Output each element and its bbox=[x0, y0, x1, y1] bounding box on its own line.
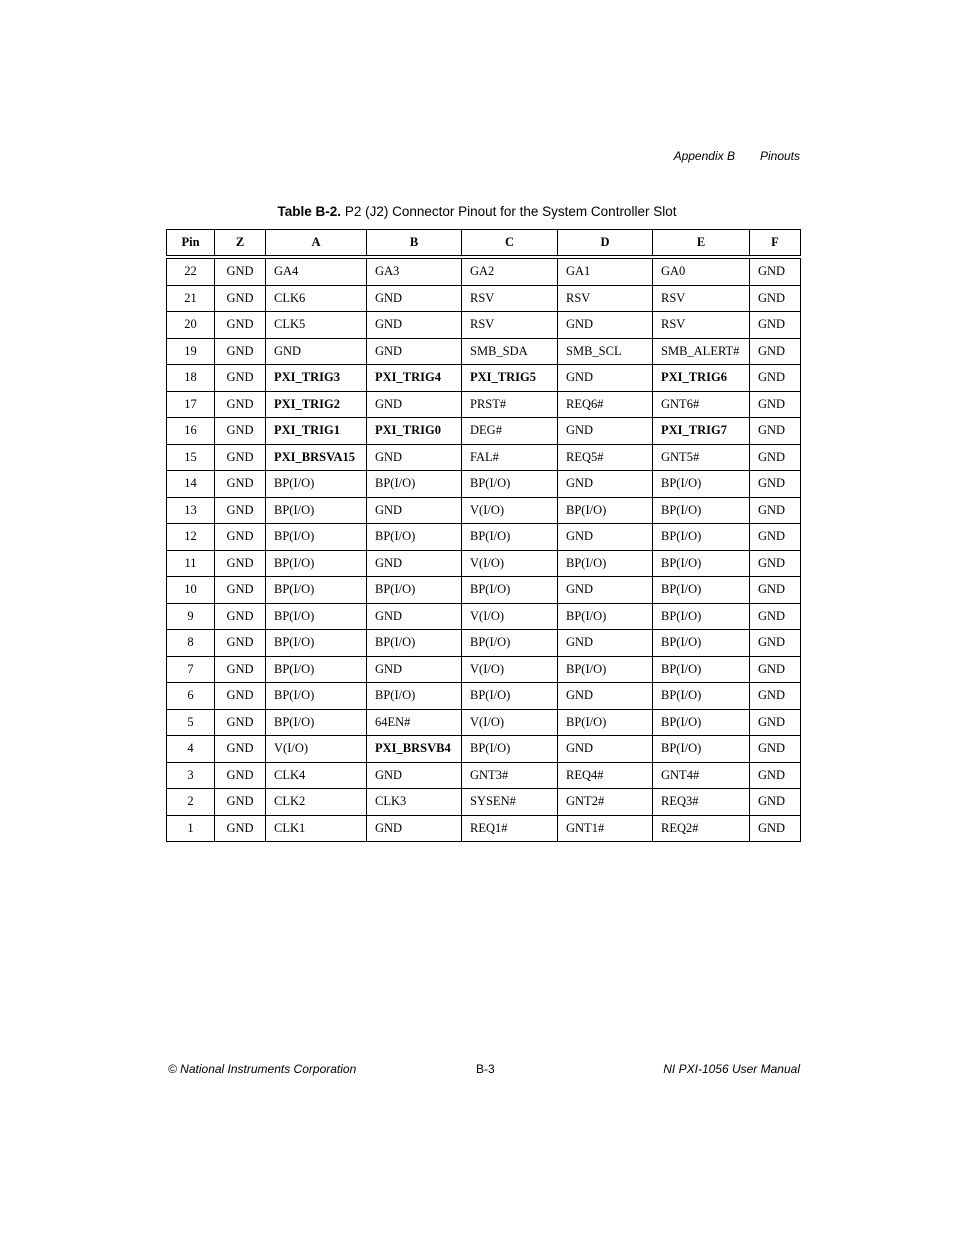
pin-number-cell: 19 bbox=[167, 338, 215, 365]
signal-cell: RSV bbox=[653, 285, 750, 312]
signal-cell: GND bbox=[215, 603, 266, 630]
signal-cell: PXI_TRIG3 bbox=[266, 365, 367, 392]
signal-cell: REQ2# bbox=[653, 815, 750, 842]
signal-cell: GND bbox=[558, 312, 653, 339]
table-row bbox=[167, 257, 801, 285]
signal-cell: GND bbox=[367, 312, 462, 339]
table-row bbox=[167, 815, 801, 842]
table-row bbox=[167, 550, 801, 577]
signal-cell: GND bbox=[558, 736, 653, 763]
footer-right: NI PXI-1056 User Manual bbox=[663, 1062, 800, 1076]
signal-cell: PXI_TRIG2 bbox=[266, 391, 367, 418]
col-header: A bbox=[266, 230, 367, 258]
pin-number-cell: 7 bbox=[167, 656, 215, 683]
signal-cell: GND bbox=[367, 444, 462, 471]
table-row bbox=[167, 471, 801, 498]
table-row bbox=[167, 789, 801, 816]
table-row bbox=[167, 418, 801, 445]
signal-cell: GND bbox=[215, 524, 266, 551]
pin-number-cell: 8 bbox=[167, 630, 215, 657]
table-row bbox=[167, 683, 801, 710]
signal-cell: GND bbox=[750, 603, 801, 630]
signal-cell: BP(I/O) bbox=[462, 524, 558, 551]
pin-number-cell: 3 bbox=[167, 762, 215, 789]
signal-cell: GND bbox=[215, 550, 266, 577]
signal-cell: GNT1# bbox=[558, 815, 653, 842]
table-row bbox=[167, 630, 801, 657]
page-footer bbox=[168, 1062, 800, 1076]
signal-cell: BP(I/O) bbox=[367, 471, 462, 498]
signal-cell: 64EN# bbox=[367, 709, 462, 736]
signal-cell: PXI_BRSVB4 bbox=[367, 736, 462, 763]
signal-cell: GND bbox=[215, 789, 266, 816]
table-row bbox=[167, 524, 801, 551]
signal-cell: GND bbox=[558, 683, 653, 710]
signal-cell: GND bbox=[367, 603, 462, 630]
signal-cell: GND bbox=[215, 736, 266, 763]
table-row bbox=[167, 365, 801, 392]
signal-cell: GND bbox=[215, 656, 266, 683]
signal-cell: GNT3# bbox=[462, 762, 558, 789]
signal-cell: GND bbox=[367, 497, 462, 524]
pin-number-cell: 20 bbox=[167, 312, 215, 339]
signal-cell: V(I/O) bbox=[462, 709, 558, 736]
table-row bbox=[167, 391, 801, 418]
signal-cell: SYSEN# bbox=[462, 789, 558, 816]
pin-number-cell: 12 bbox=[167, 524, 215, 551]
col-header: E bbox=[653, 230, 750, 258]
signal-cell: GND bbox=[750, 257, 801, 285]
signal-cell: GND bbox=[750, 418, 801, 445]
signal-cell: BP(I/O) bbox=[367, 630, 462, 657]
col-header: C bbox=[462, 230, 558, 258]
signal-cell: DEG# bbox=[462, 418, 558, 445]
signal-cell: GND bbox=[215, 257, 266, 285]
signal-cell: PXI_TRIG7 bbox=[653, 418, 750, 445]
signal-cell: PXI_TRIG0 bbox=[367, 418, 462, 445]
pin-number-cell: 11 bbox=[167, 550, 215, 577]
table-header-row bbox=[167, 230, 801, 258]
signal-cell: GND bbox=[215, 338, 266, 365]
signal-cell: BP(I/O) bbox=[462, 630, 558, 657]
col-header: D bbox=[558, 230, 653, 258]
header-section: Appendix B bbox=[673, 149, 735, 163]
table-row bbox=[167, 603, 801, 630]
signal-cell: BP(I/O) bbox=[558, 603, 653, 630]
signal-cell: BP(I/O) bbox=[462, 577, 558, 604]
signal-cell: GND bbox=[558, 630, 653, 657]
signal-cell: GNT4# bbox=[653, 762, 750, 789]
signal-cell: V(I/O) bbox=[462, 656, 558, 683]
signal-cell: BP(I/O) bbox=[558, 550, 653, 577]
signal-cell: GND bbox=[215, 444, 266, 471]
signal-cell: RSV bbox=[653, 312, 750, 339]
signal-cell: GND bbox=[750, 365, 801, 392]
signal-cell: GND bbox=[750, 338, 801, 365]
signal-cell: RSV bbox=[462, 285, 558, 312]
signal-cell: GND bbox=[558, 365, 653, 392]
signal-cell: BP(I/O) bbox=[653, 683, 750, 710]
signal-cell: GND bbox=[215, 497, 266, 524]
signal-cell: PXI_TRIG6 bbox=[653, 365, 750, 392]
signal-cell: GND bbox=[367, 815, 462, 842]
signal-cell: GND bbox=[558, 471, 653, 498]
signal-cell: GND bbox=[215, 683, 266, 710]
signal-cell: GND bbox=[750, 497, 801, 524]
signal-cell: GND bbox=[215, 762, 266, 789]
signal-cell: CLK2 bbox=[266, 789, 367, 816]
signal-cell: PRST# bbox=[462, 391, 558, 418]
signal-cell: BP(I/O) bbox=[266, 656, 367, 683]
table-caption-number: Table B-2. bbox=[277, 204, 342, 219]
signal-cell: BP(I/O) bbox=[653, 471, 750, 498]
signal-cell: REQ3# bbox=[653, 789, 750, 816]
signal-cell: REQ4# bbox=[558, 762, 653, 789]
signal-cell: GND bbox=[215, 418, 266, 445]
signal-cell: GND bbox=[750, 312, 801, 339]
pin-number-cell: 15 bbox=[167, 444, 215, 471]
table-body bbox=[167, 257, 801, 842]
signal-cell: GND bbox=[558, 577, 653, 604]
signal-cell: GND bbox=[558, 524, 653, 551]
pin-number-cell: 1 bbox=[167, 815, 215, 842]
signal-cell: BP(I/O) bbox=[367, 577, 462, 604]
signal-cell: GND bbox=[750, 550, 801, 577]
signal-cell: BP(I/O) bbox=[266, 577, 367, 604]
signal-cell: GND bbox=[367, 285, 462, 312]
signal-cell: GND bbox=[367, 550, 462, 577]
table-caption-text: P2 (J2) Connector Pinout for the System Controller Slot bbox=[344, 204, 677, 219]
table-row bbox=[167, 709, 801, 736]
table-row bbox=[167, 285, 801, 312]
signal-cell: GNT6# bbox=[653, 391, 750, 418]
signal-cell: BP(I/O) bbox=[653, 709, 750, 736]
signal-cell: GND bbox=[215, 471, 266, 498]
signal-cell: GND bbox=[750, 577, 801, 604]
signal-cell: BP(I/O) bbox=[653, 630, 750, 657]
signal-cell: GND bbox=[750, 762, 801, 789]
signal-cell: BP(I/O) bbox=[266, 471, 367, 498]
col-header: B bbox=[367, 230, 462, 258]
signal-cell: GND bbox=[215, 365, 266, 392]
pin-number-cell: 18 bbox=[167, 365, 215, 392]
signal-cell: GND bbox=[750, 285, 801, 312]
signal-cell: BP(I/O) bbox=[558, 497, 653, 524]
signal-cell: V(I/O) bbox=[462, 550, 558, 577]
pin-number-cell: 4 bbox=[167, 736, 215, 763]
pin-number-cell: 14 bbox=[167, 471, 215, 498]
signal-cell: BP(I/O) bbox=[653, 736, 750, 763]
signal-cell: GND bbox=[215, 815, 266, 842]
col-header: Z bbox=[215, 230, 266, 258]
signal-cell: CLK4 bbox=[266, 762, 367, 789]
page-header bbox=[674, 149, 800, 163]
signal-cell: BP(I/O) bbox=[462, 683, 558, 710]
pin-number-cell: 16 bbox=[167, 418, 215, 445]
signal-cell: SMB_SDA bbox=[462, 338, 558, 365]
signal-cell: V(I/O) bbox=[266, 736, 367, 763]
signal-cell: BP(I/O) bbox=[266, 550, 367, 577]
table-row bbox=[167, 762, 801, 789]
signal-cell: BP(I/O) bbox=[266, 524, 367, 551]
signal-cell: CLK3 bbox=[367, 789, 462, 816]
table-row bbox=[167, 656, 801, 683]
signal-cell: GA2 bbox=[462, 257, 558, 285]
signal-cell: GND bbox=[750, 656, 801, 683]
signal-cell: GND bbox=[750, 736, 801, 763]
signal-cell: GA4 bbox=[266, 257, 367, 285]
signal-cell: RSV bbox=[462, 312, 558, 339]
signal-cell: PXI_TRIG1 bbox=[266, 418, 367, 445]
col-header: F bbox=[750, 230, 801, 258]
table-row bbox=[167, 577, 801, 604]
signal-cell: SMB_ALERT# bbox=[653, 338, 750, 365]
signal-cell: PXI_TRIG4 bbox=[367, 365, 462, 392]
signal-cell: GND bbox=[750, 444, 801, 471]
table-caption bbox=[0, 204, 954, 219]
header-title: Pinouts bbox=[759, 149, 800, 163]
signal-cell: GND bbox=[266, 338, 367, 365]
signal-cell: GND bbox=[750, 524, 801, 551]
signal-cell: GND bbox=[215, 709, 266, 736]
signal-cell: BP(I/O) bbox=[462, 471, 558, 498]
signal-cell: REQ1# bbox=[462, 815, 558, 842]
signal-cell: GA1 bbox=[558, 257, 653, 285]
signal-cell: V(I/O) bbox=[462, 497, 558, 524]
pin-number-cell: 5 bbox=[167, 709, 215, 736]
signal-cell: PXI_BRSVA15 bbox=[266, 444, 367, 471]
pin-number-cell: 13 bbox=[167, 497, 215, 524]
pinout-table bbox=[166, 229, 801, 842]
pin-number-cell: 10 bbox=[167, 577, 215, 604]
signal-cell: CLK1 bbox=[266, 815, 367, 842]
signal-cell: BP(I/O) bbox=[653, 656, 750, 683]
signal-cell: GA0 bbox=[653, 257, 750, 285]
table-row bbox=[167, 312, 801, 339]
table-row bbox=[167, 497, 801, 524]
signal-cell: BP(I/O) bbox=[266, 603, 367, 630]
signal-cell: REQ6# bbox=[558, 391, 653, 418]
pin-number-cell: 21 bbox=[167, 285, 215, 312]
signal-cell: GND bbox=[750, 630, 801, 657]
signal-cell: V(I/O) bbox=[462, 603, 558, 630]
pin-number-cell: 9 bbox=[167, 603, 215, 630]
signal-cell: GND bbox=[367, 391, 462, 418]
signal-cell: GND bbox=[215, 285, 266, 312]
signal-cell: GND bbox=[750, 815, 801, 842]
signal-cell: BP(I/O) bbox=[266, 497, 367, 524]
signal-cell: GND bbox=[367, 762, 462, 789]
signal-cell: BP(I/O) bbox=[266, 709, 367, 736]
signal-cell: BP(I/O) bbox=[653, 550, 750, 577]
signal-cell: BP(I/O) bbox=[462, 736, 558, 763]
pin-number-cell: 17 bbox=[167, 391, 215, 418]
signal-cell: GND bbox=[215, 577, 266, 604]
signal-cell: PXI_TRIG5 bbox=[462, 365, 558, 392]
signal-cell: BP(I/O) bbox=[367, 683, 462, 710]
signal-cell: BP(I/O) bbox=[653, 603, 750, 630]
col-header: Pin bbox=[167, 230, 215, 258]
table-row bbox=[167, 338, 801, 365]
signal-cell: FAL# bbox=[462, 444, 558, 471]
signal-cell: BP(I/O) bbox=[558, 709, 653, 736]
pin-number-cell: 6 bbox=[167, 683, 215, 710]
signal-cell: BP(I/O) bbox=[266, 683, 367, 710]
signal-cell: SMB_SCL bbox=[558, 338, 653, 365]
signal-cell: GND bbox=[215, 391, 266, 418]
table-row bbox=[167, 444, 801, 471]
signal-cell: BP(I/O) bbox=[266, 630, 367, 657]
signal-cell: GND bbox=[367, 338, 462, 365]
signal-cell: BP(I/O) bbox=[653, 577, 750, 604]
signal-cell: GNT5# bbox=[653, 444, 750, 471]
signal-cell: CLK5 bbox=[266, 312, 367, 339]
table-row bbox=[167, 736, 801, 763]
signal-cell: BP(I/O) bbox=[367, 524, 462, 551]
pin-number-cell: 2 bbox=[167, 789, 215, 816]
signal-cell: RSV bbox=[558, 285, 653, 312]
signal-cell: GND bbox=[750, 683, 801, 710]
signal-cell: CLK6 bbox=[266, 285, 367, 312]
signal-cell: GND bbox=[367, 656, 462, 683]
signal-cell: GND bbox=[215, 312, 266, 339]
signal-cell: REQ5# bbox=[558, 444, 653, 471]
signal-cell: GA3 bbox=[367, 257, 462, 285]
signal-cell: GND bbox=[215, 630, 266, 657]
pin-number-cell: 22 bbox=[167, 257, 215, 285]
signal-cell: BP(I/O) bbox=[558, 656, 653, 683]
signal-cell: BP(I/O) bbox=[653, 497, 750, 524]
page-number: B-3 bbox=[476, 1062, 495, 1076]
signal-cell: GNT2# bbox=[558, 789, 653, 816]
signal-cell: GND bbox=[750, 391, 801, 418]
footer-left: © National Instruments Corporation bbox=[168, 1062, 357, 1076]
signal-cell: GND bbox=[750, 471, 801, 498]
signal-cell: GND bbox=[750, 709, 801, 736]
signal-cell: GND bbox=[750, 789, 801, 816]
signal-cell: BP(I/O) bbox=[653, 524, 750, 551]
signal-cell: GND bbox=[558, 418, 653, 445]
